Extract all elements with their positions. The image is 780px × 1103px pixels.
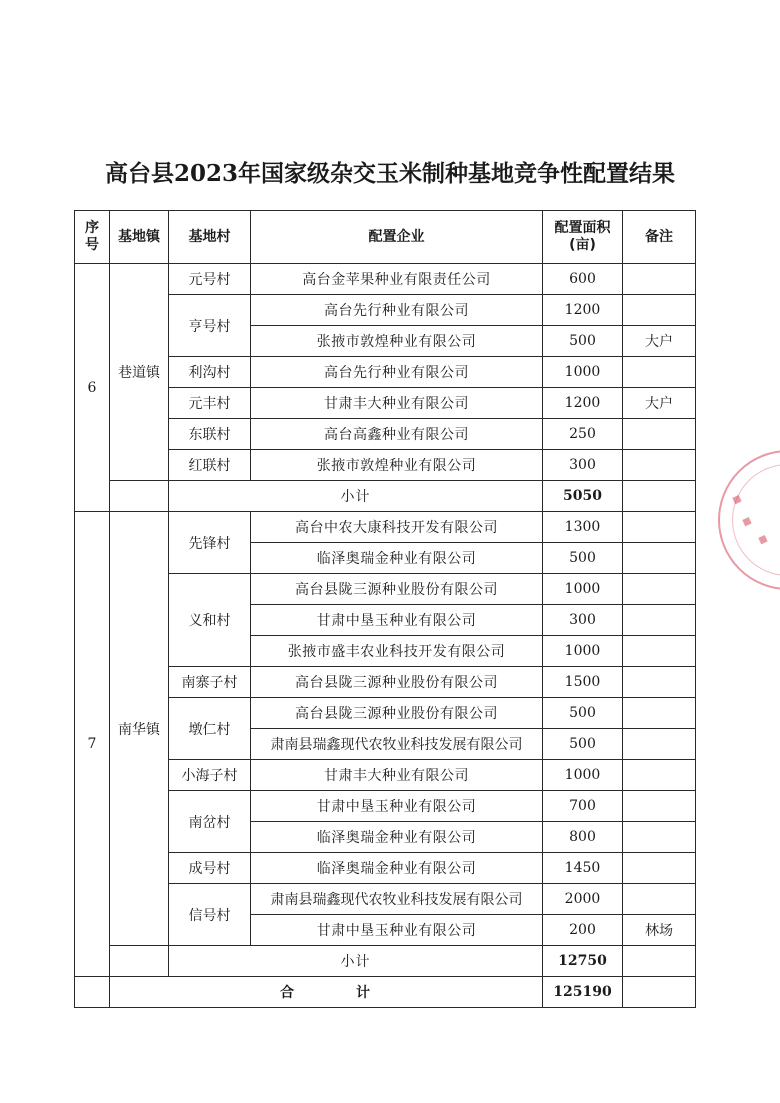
- stamp-glyph: ◆: [729, 490, 745, 509]
- stamp-inner-ring: [729, 464, 780, 576]
- table-row: [75, 760, 696, 791]
- company-cell: 张掖市盛丰农业科技开发有限公司: [251, 636, 543, 667]
- village-cell: 墩仁村: [169, 698, 251, 760]
- company-cell: 临泽奥瑞金种业有限公司: [251, 543, 543, 574]
- table-row: [75, 264, 696, 295]
- header-note: 备注: [623, 211, 696, 264]
- table-row: [75, 791, 696, 822]
- subtotal-label: 小计: [169, 481, 543, 512]
- note-cell: [623, 481, 696, 512]
- company-cell: 张掖市敦煌种业有限公司: [251, 450, 543, 481]
- area-cell: 2000: [543, 884, 623, 915]
- area-cell: 300: [543, 605, 623, 636]
- company-cell: 高台先行种业有限公司: [251, 357, 543, 388]
- village-cell: 先锋村: [169, 512, 251, 574]
- total-row: [75, 977, 696, 1008]
- table-row: [75, 295, 696, 326]
- company-cell: 肃南县瑞鑫现代农牧业科技发展有限公司: [251, 729, 543, 760]
- company-cell: 甘肃丰大种业有限公司: [251, 388, 543, 419]
- table-row: [75, 388, 696, 419]
- stamp-glyph: ◆: [739, 512, 755, 531]
- company-cell: 高台县陇三源种业股份有限公司: [251, 574, 543, 605]
- document-title: 高台县2023年国家级杂交玉米制种基地竞争性配置结果: [104, 160, 675, 187]
- note-cell: 林场: [623, 915, 696, 946]
- note-cell: 大户: [623, 388, 696, 419]
- table-row: [75, 512, 696, 543]
- table-row: [75, 419, 696, 450]
- company-cell: 甘肃中垦玉种业有限公司: [251, 791, 543, 822]
- note-cell: [623, 450, 696, 481]
- village-cell: 元号村: [169, 264, 251, 295]
- area-cell: 500: [543, 326, 623, 357]
- area-cell: 1000: [543, 760, 623, 791]
- village-cell: 南岔村: [169, 791, 251, 853]
- area-cell: 200: [543, 915, 623, 946]
- header-area: 配置面积(亩): [543, 211, 623, 264]
- note-cell: [623, 357, 696, 388]
- total-value: 125190: [543, 977, 623, 1008]
- note-cell: [623, 698, 696, 729]
- company-cell: 临泽奥瑞金种业有限公司: [251, 853, 543, 884]
- note-cell: [623, 419, 696, 450]
- company-cell: 肃南县瑞鑫现代农牧业科技发展有限公司: [251, 884, 543, 915]
- village-cell: 利沟村: [169, 357, 251, 388]
- area-cell: 1300: [543, 512, 623, 543]
- company-cell: 甘肃丰大种业有限公司: [251, 760, 543, 791]
- total-spacer: [75, 977, 110, 1008]
- subtotal-spacer: [110, 946, 169, 977]
- area-cell: 1000: [543, 636, 623, 667]
- note-cell: [623, 884, 696, 915]
- village-cell: 信号村: [169, 884, 251, 946]
- note-cell: [623, 264, 696, 295]
- note-cell: [623, 760, 696, 791]
- header-village: 基地村: [169, 211, 251, 264]
- allocation-table: [74, 210, 696, 1008]
- stamp-glyph: ◆: [755, 530, 771, 549]
- area-cell: 1000: [543, 357, 623, 388]
- header-row: [75, 211, 696, 264]
- red-seal-stamp: [718, 450, 780, 590]
- town-cell: 南华镇: [110, 512, 169, 946]
- company-cell: 甘肃中垦玉种业有限公司: [251, 915, 543, 946]
- village-cell: 元丰村: [169, 388, 251, 419]
- village-cell: 东联村: [169, 419, 251, 450]
- area-cell: 600: [543, 264, 623, 295]
- company-cell: 张掖市敦煌种业有限公司: [251, 326, 543, 357]
- note-cell: [623, 543, 696, 574]
- area-cell: 1200: [543, 295, 623, 326]
- village-cell: 红联村: [169, 450, 251, 481]
- note-cell: 大户: [623, 326, 696, 357]
- subtotal-value: 5050: [543, 481, 623, 512]
- company-cell: 高台县陇三源种业股份有限公司: [251, 698, 543, 729]
- area-cell: 250: [543, 419, 623, 450]
- table-row: [75, 698, 696, 729]
- subtotal-row: [75, 481, 696, 512]
- header-company: 配置企业: [251, 211, 543, 264]
- note-cell: [623, 574, 696, 605]
- area-cell: 500: [543, 698, 623, 729]
- header-seq: 序号: [75, 211, 110, 264]
- total-label-right: 计: [356, 985, 372, 1001]
- area-cell: 300: [543, 450, 623, 481]
- company-cell: 高台先行种业有限公司: [251, 295, 543, 326]
- note-cell: [623, 512, 696, 543]
- total-label-left: 合: [280, 985, 296, 1001]
- table-row: [75, 450, 696, 481]
- subtotal-label: 小计: [169, 946, 543, 977]
- area-cell: 700: [543, 791, 623, 822]
- company-cell: 甘肃中垦玉种业有限公司: [251, 605, 543, 636]
- company-cell: 临泽奥瑞金种业有限公司: [251, 822, 543, 853]
- village-cell: 南寨子村: [169, 667, 251, 698]
- village-cell: 小海子村: [169, 760, 251, 791]
- note-cell: [623, 946, 696, 977]
- company-cell: 高台中农大康科技开发有限公司: [251, 512, 543, 543]
- company-cell: 高台高鑫种业有限公司: [251, 419, 543, 450]
- note-cell: [623, 667, 696, 698]
- subtotal-spacer: [110, 481, 169, 512]
- area-cell: 1450: [543, 853, 623, 884]
- village-cell: 亨号村: [169, 295, 251, 357]
- table-row: [75, 667, 696, 698]
- village-cell: 义和村: [169, 574, 251, 667]
- company-cell: 高台金苹果种业有限责任公司: [251, 264, 543, 295]
- table-row: [75, 853, 696, 884]
- note-cell: [623, 729, 696, 760]
- subtotal-value: 12750: [543, 946, 623, 977]
- note-cell: [623, 295, 696, 326]
- area-cell: 800: [543, 822, 623, 853]
- seq-cell: 6: [75, 264, 110, 512]
- table-row: [75, 357, 696, 388]
- table-row: [75, 884, 696, 915]
- company-cell: 高台县陇三源种业股份有限公司: [251, 667, 543, 698]
- area-cell: 1500: [543, 667, 623, 698]
- seq-cell: 7: [75, 512, 110, 977]
- total-label: [110, 977, 543, 1008]
- note-cell: [623, 853, 696, 884]
- note-cell: [623, 977, 696, 1008]
- table-row: [75, 574, 696, 605]
- note-cell: [623, 822, 696, 853]
- village-cell: 成号村: [169, 853, 251, 884]
- note-cell: [623, 605, 696, 636]
- town-cell: 巷道镇: [110, 264, 169, 481]
- note-cell: [623, 791, 696, 822]
- header-town: 基地镇: [110, 211, 169, 264]
- area-cell: 1200: [543, 388, 623, 419]
- note-cell: [623, 636, 696, 667]
- subtotal-row: [75, 946, 696, 977]
- area-cell: 500: [543, 729, 623, 760]
- area-cell: 500: [543, 543, 623, 574]
- area-cell: 1000: [543, 574, 623, 605]
